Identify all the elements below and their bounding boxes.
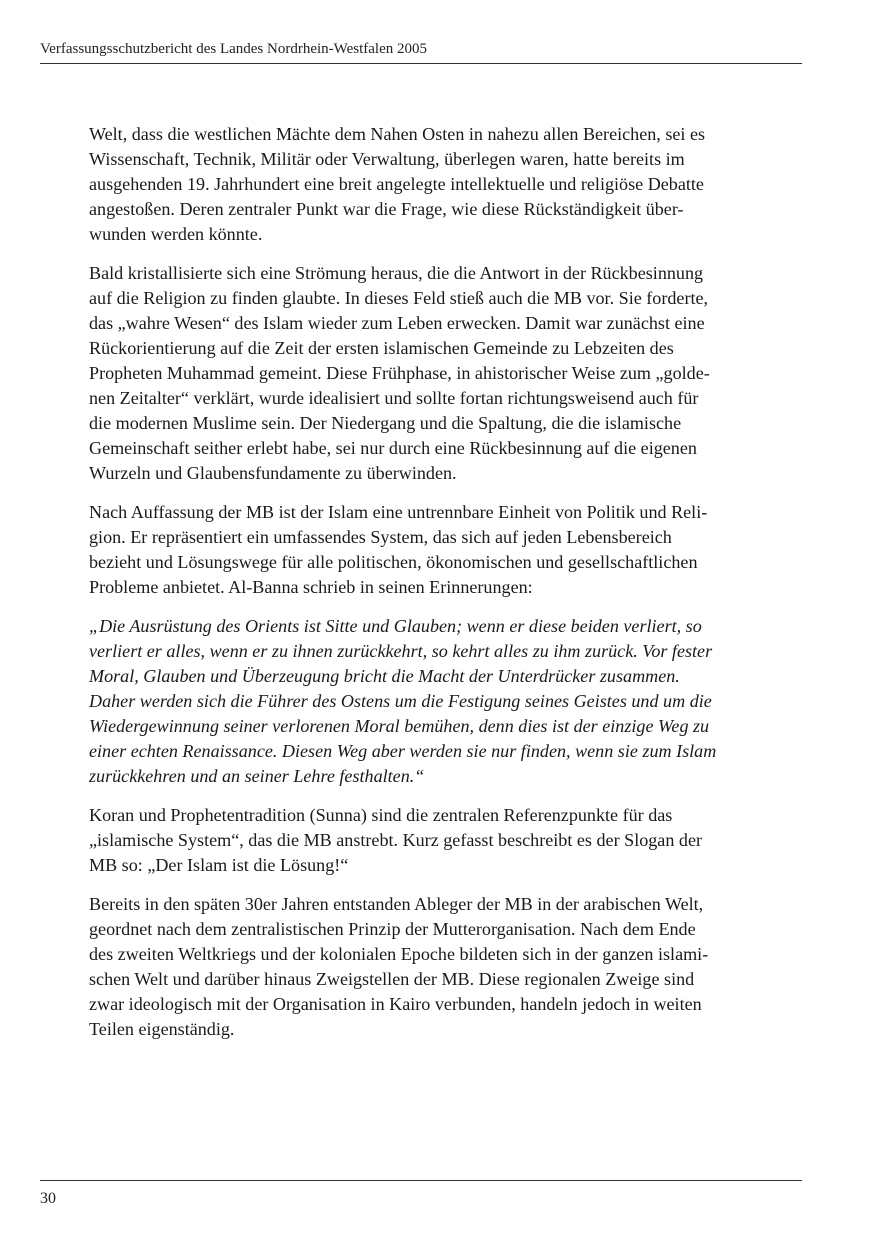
text-line: „islamische System“, das die MB anstrebt. Kurz gefasst beschreibt es der Slogan der [89, 830, 703, 850]
text-line: verliert er alles, wenn er zu ihnen zurückkehrt, so kehrt alles zu ihm zurück. Vor fester [89, 641, 713, 661]
paragraph [89, 500, 803, 600]
page-number: 30 [40, 1190, 56, 1207]
text-line: Rückorientierung auf die Zeit der ersten islamischen Gemeinde zu Lebzeiten des [89, 338, 674, 358]
running-header: Verfassungsschutzbericht des Landes Nordrhein-Westfalen 2005 [40, 41, 428, 57]
text-line: Nach Auffassung der MB ist der Islam eine untrennbare Einheit von Politik und Reli- [89, 502, 708, 522]
text-line: Probleme anbietet. Al-Banna schrieb in seinen Erinnerungen: [89, 577, 533, 597]
paragraph [89, 122, 803, 247]
text-line: Wurzeln und Glaubensfundamente zu überwinden. [89, 463, 457, 483]
text-line: wunden werden könnte. [89, 224, 263, 244]
text-line: zwar ideologisch mit der Organisation in Kairo verbunden, handeln jedoch in weiten [89, 994, 702, 1014]
text-line: auf die Religion zu finden glaubte. In dieses Feld stieß auch die MB vor. Sie forderte, [89, 288, 709, 308]
text-line: Daher werden sich die Führer des Ostens um die Festigung seines Geistes und um die [89, 691, 712, 711]
text-line: des zweiten Weltkriegs und der kolonialen Epoche bildeten sich in der ganzen islami- [89, 944, 709, 964]
footer-rule [40, 1180, 802, 1181]
text-line: Bald kristallisierte sich eine Strömung heraus, die die Antwort in der Rückbesinnung [89, 263, 704, 283]
text-line: angestoßen. Deren zentraler Punkt war die Frage, wie diese Rückständigkeit über- [89, 199, 684, 219]
text-line: Welt, dass die westlichen Mächte dem Nahen Osten in nahezu allen Bereichen, sei es [89, 124, 706, 144]
text-line: nen Zeitalter“ verklärt, wurde idealisiert und sollte fortan richtungsweisend auch für [89, 388, 699, 408]
text-line: Gemeinschaft seither erlebt habe, sei nur durch eine Rückbesinnung auf die eigenen [89, 438, 697, 458]
text-line: einer echten Renaissance. Diesen Weg aber werden sie nur finden, wenn sie zum Islam [89, 741, 717, 761]
header-rule [40, 63, 802, 64]
text-line: Koran und Prophetentradition (Sunna) sind die zentralen Referenzpunkte für das [89, 805, 673, 825]
text-line: geordnet nach dem zentralistischen Prinzip der Mutterorganisation. Nach dem Ende [89, 919, 696, 939]
paragraph [89, 261, 803, 486]
text-line: das „wahre Wesen“ des Islam wieder zum Leben erwecken. Damit war zunächst eine [89, 313, 705, 333]
body-text [89, 122, 803, 1056]
text-line: schen Welt und darüber hinaus Zweigstellen der MB. Diese regionalen Zweige sind [89, 969, 695, 989]
text-line: Moral, Glauben und Überzeugung bricht die Macht der Unterdrücker zusammen. [89, 666, 680, 686]
text-line: bezieht und Lösungswege für alle politischen, ökonomischen und gesellschaftlichen [89, 552, 698, 572]
text-line: gion. Er repräsentiert ein umfassendes System, das sich auf jeden Lebensbereich [89, 527, 672, 547]
text-line: Teilen eigenständig. [89, 1019, 235, 1039]
block-quote [89, 614, 803, 789]
text-line: Propheten Muhammad gemeint. Diese Frühphase, in ahistorischer Weise zum „golde- [89, 363, 710, 383]
text-line: Bereits in den späten 30er Jahren entstanden Ableger der MB in der arabischen Welt, [89, 894, 704, 914]
paragraph [89, 803, 803, 878]
text-line: Wiedergewinnung seiner verlorenen Moral bemühen, denn dies ist der einzige Weg zu [89, 716, 710, 736]
text-line: die modernen Muslime sein. Der Niedergang und die Spaltung, die die islamische [89, 413, 682, 433]
text-line: zurückkehren und an seiner Lehre festhalten.“ [89, 766, 425, 786]
text-line: „Die Ausrüstung des Orients ist Sitte und Glauben; wenn er diese beiden verliert, so [89, 616, 702, 636]
text-line: ausgehenden 19. Jahrhundert eine breit angelegte intellektuelle und religiöse Debatte [89, 174, 704, 194]
paragraph [89, 892, 803, 1042]
text-line: Wissenschaft, Technik, Militär oder Verwaltung, überlegen waren, hatte bereits im [89, 149, 685, 169]
text-line: MB so: „Der Islam ist die Lösung!“ [89, 855, 349, 875]
